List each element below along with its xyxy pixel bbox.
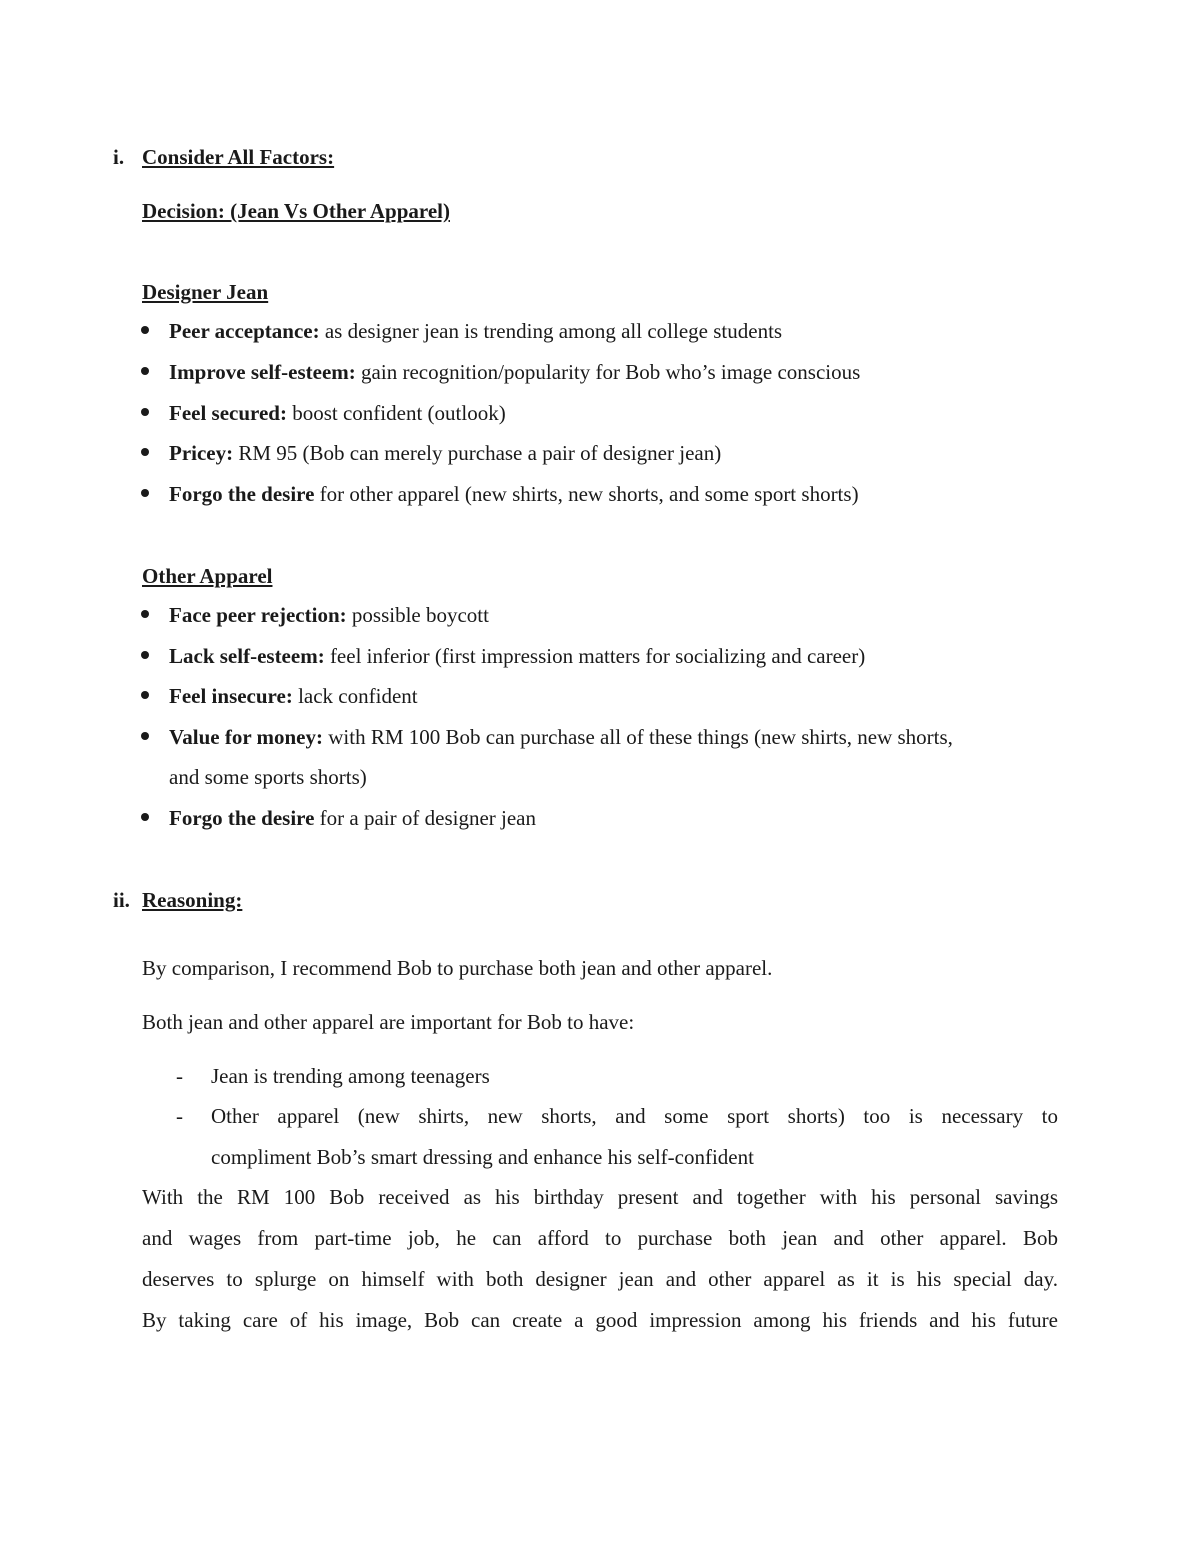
dash-marker: - bbox=[176, 1104, 183, 1128]
bullet-icon bbox=[141, 408, 149, 416]
item-label: Face peer rejection: bbox=[169, 603, 347, 627]
item-text: for a pair of designer jean bbox=[314, 806, 536, 830]
paragraph-line: and wages from part-time job, he can afford to purchase both jean and other apparel. Bob bbox=[142, 1226, 1058, 1250]
bullet-icon bbox=[141, 326, 149, 334]
item-text: feel inferior (first impression matters for socializing and career) bbox=[324, 644, 866, 668]
bullet-icon bbox=[141, 489, 149, 497]
reasoning-paragraph-2: Both jean and other apparel are important for Bob to have: bbox=[142, 1010, 635, 1034]
paragraph-line: With the RM 100 Bob received as his birthday present and together with his personal savings bbox=[142, 1185, 1058, 1209]
item-label: Improve self-esteem: bbox=[169, 360, 356, 384]
section-2-numeral: ii. bbox=[113, 888, 130, 912]
reasoning-paragraph-1: By comparison, I recommend Bob to purchase both jean and other apparel. bbox=[142, 956, 773, 980]
item-label: Feel secured: bbox=[169, 401, 287, 425]
section-1-title: Consider All Factors: bbox=[142, 145, 335, 169]
item-continuation: and some sports shorts) bbox=[169, 765, 367, 789]
bullet-icon bbox=[141, 651, 149, 659]
item-label: Pricey: bbox=[169, 441, 234, 465]
item-text: RM 95 (Bob can merely purchase a pair of designer jean) bbox=[233, 441, 722, 465]
item-text: with RM 100 Bob can purchase all of these things (new shirts, new shorts, bbox=[323, 725, 953, 749]
decision-heading: Decision: (Jean Vs Other Apparel) bbox=[142, 199, 450, 223]
item-text: for other apparel (new shirts, new shorts, and some sport shorts) bbox=[314, 482, 859, 506]
dash-item-text: Jean is trending among teenagers bbox=[211, 1064, 490, 1088]
dash-marker: - bbox=[176, 1064, 183, 1088]
bullet-icon bbox=[141, 367, 149, 375]
bullet-icon bbox=[141, 610, 149, 618]
item-label: Value for money: bbox=[169, 725, 323, 749]
item-text: lack confident bbox=[292, 684, 418, 708]
dash-item-text: Other apparel (new shirts, new shorts, and some sport shorts) too is necessary to bbox=[211, 1104, 1058, 1128]
other-apparel-heading: Other Apparel bbox=[142, 564, 273, 588]
item-label: Peer acceptance: bbox=[169, 319, 320, 343]
bullet-icon bbox=[141, 448, 149, 456]
paragraph-line: deserves to splurge on himself with both designer jean and other apparel as it is his special day. bbox=[142, 1267, 1058, 1291]
item-label: Forgo the desire bbox=[169, 806, 315, 830]
bullet-icon bbox=[141, 813, 149, 821]
item-label: Feel insecure: bbox=[169, 684, 293, 708]
bullet-icon bbox=[141, 691, 149, 699]
item-label: Forgo the desire bbox=[169, 482, 315, 506]
section-1-numeral: i. bbox=[113, 145, 125, 169]
section-2-title: Reasoning: bbox=[142, 888, 243, 912]
item-text: gain recognition/popularity for Bob who’s image conscious bbox=[355, 360, 861, 384]
item-text: boost confident (outlook) bbox=[286, 401, 506, 425]
item-text: as designer jean is trending among all college students bbox=[319, 319, 783, 343]
dash-item-continuation: compliment Bob’s smart dressing and enhance his self-confident bbox=[211, 1145, 754, 1169]
paragraph-line: By taking care of his image, Bob can create a good impression among his friends and his future bbox=[142, 1308, 1058, 1332]
item-text: possible boycott bbox=[346, 603, 489, 627]
designer-jean-heading: Designer Jean bbox=[142, 280, 269, 304]
bullet-icon bbox=[141, 732, 149, 740]
item-label: Lack self-esteem: bbox=[169, 644, 325, 668]
